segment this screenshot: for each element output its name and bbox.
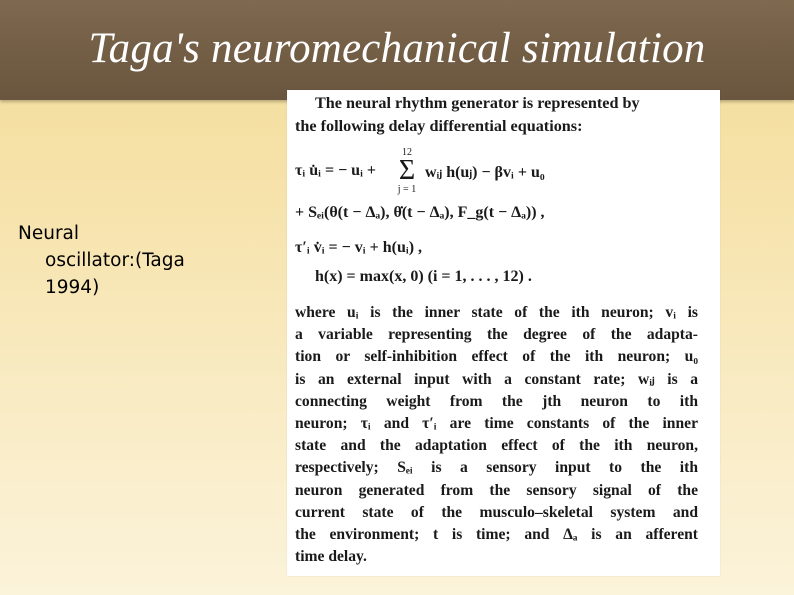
body-line: tion or self-inhibition effect of the ith neuron; u₀ bbox=[295, 348, 698, 366]
bullet-text bbox=[18, 220, 238, 301]
bullet-line-3: 1994) bbox=[45, 277, 100, 298]
paper-intro bbox=[295, 92, 640, 138]
bullet-line-1: Neural bbox=[18, 223, 80, 244]
equation-3: τ′ᵢ v̇ᵢ = − vᵢ + h(uᵢ) , bbox=[295, 239, 423, 256]
body-line: connecting weight from the jth neuron to ith bbox=[295, 392, 698, 410]
body-line: a variable representing the degree of the adapta- bbox=[295, 326, 698, 344]
body-line: state and the adaptation effect of the ith neuron, bbox=[295, 437, 698, 455]
paper-excerpt-image bbox=[287, 90, 720, 576]
equation-2: + Sₑᵢ(θ(t − Δₐ), θ̇(t − Δₐ), F_g(t − Δₐ)) , bbox=[295, 204, 545, 221]
body-line: neuron; τᵢ and τ′ᵢ are time constants of the inner bbox=[295, 415, 698, 433]
title-bar bbox=[0, 0, 794, 100]
summation bbox=[396, 148, 418, 195]
body-line: where uᵢ is the inner state of the ith neuron; vᵢ is bbox=[295, 304, 698, 321]
equation-1-left: τᵢ u̇ᵢ = − uᵢ + bbox=[295, 162, 377, 179]
slide-title: Taga's neuromechanical simulation bbox=[88, 25, 706, 72]
intro-line-2: the following delay differential equations: bbox=[295, 117, 583, 135]
body-line: respectively; Sₑᵢ is a sensory input to the ith bbox=[295, 459, 698, 477]
equation-1-right: wᵢⱼ h(uⱼ) − βvᵢ + u₀ bbox=[425, 164, 545, 181]
body-line: time delay. bbox=[295, 548, 367, 566]
sum-upper-limit: 12 bbox=[402, 147, 412, 158]
body-line: current state of the musculo–skeletal system and bbox=[295, 503, 698, 521]
body-line: the environment; t is time; and Δₐ is an afferent bbox=[295, 526, 698, 544]
sum-lower-limit: j = 1 bbox=[397, 184, 417, 195]
sum-symbol: Σ bbox=[398, 155, 416, 186]
body-line: neuron generated from the sensory signal of the bbox=[295, 481, 698, 499]
body-line: is an external input with a constant rate; wᵢⱼ is a bbox=[295, 370, 698, 388]
intro-line-1: The neural rhythm generator is represented by bbox=[315, 94, 640, 112]
equation-4: h(x) = max(x, 0) (i = 1, . . . , 12) . bbox=[315, 268, 532, 285]
paper-body-text bbox=[295, 302, 698, 568]
bullet-line-2: oscillator:(Taga bbox=[45, 250, 185, 271]
